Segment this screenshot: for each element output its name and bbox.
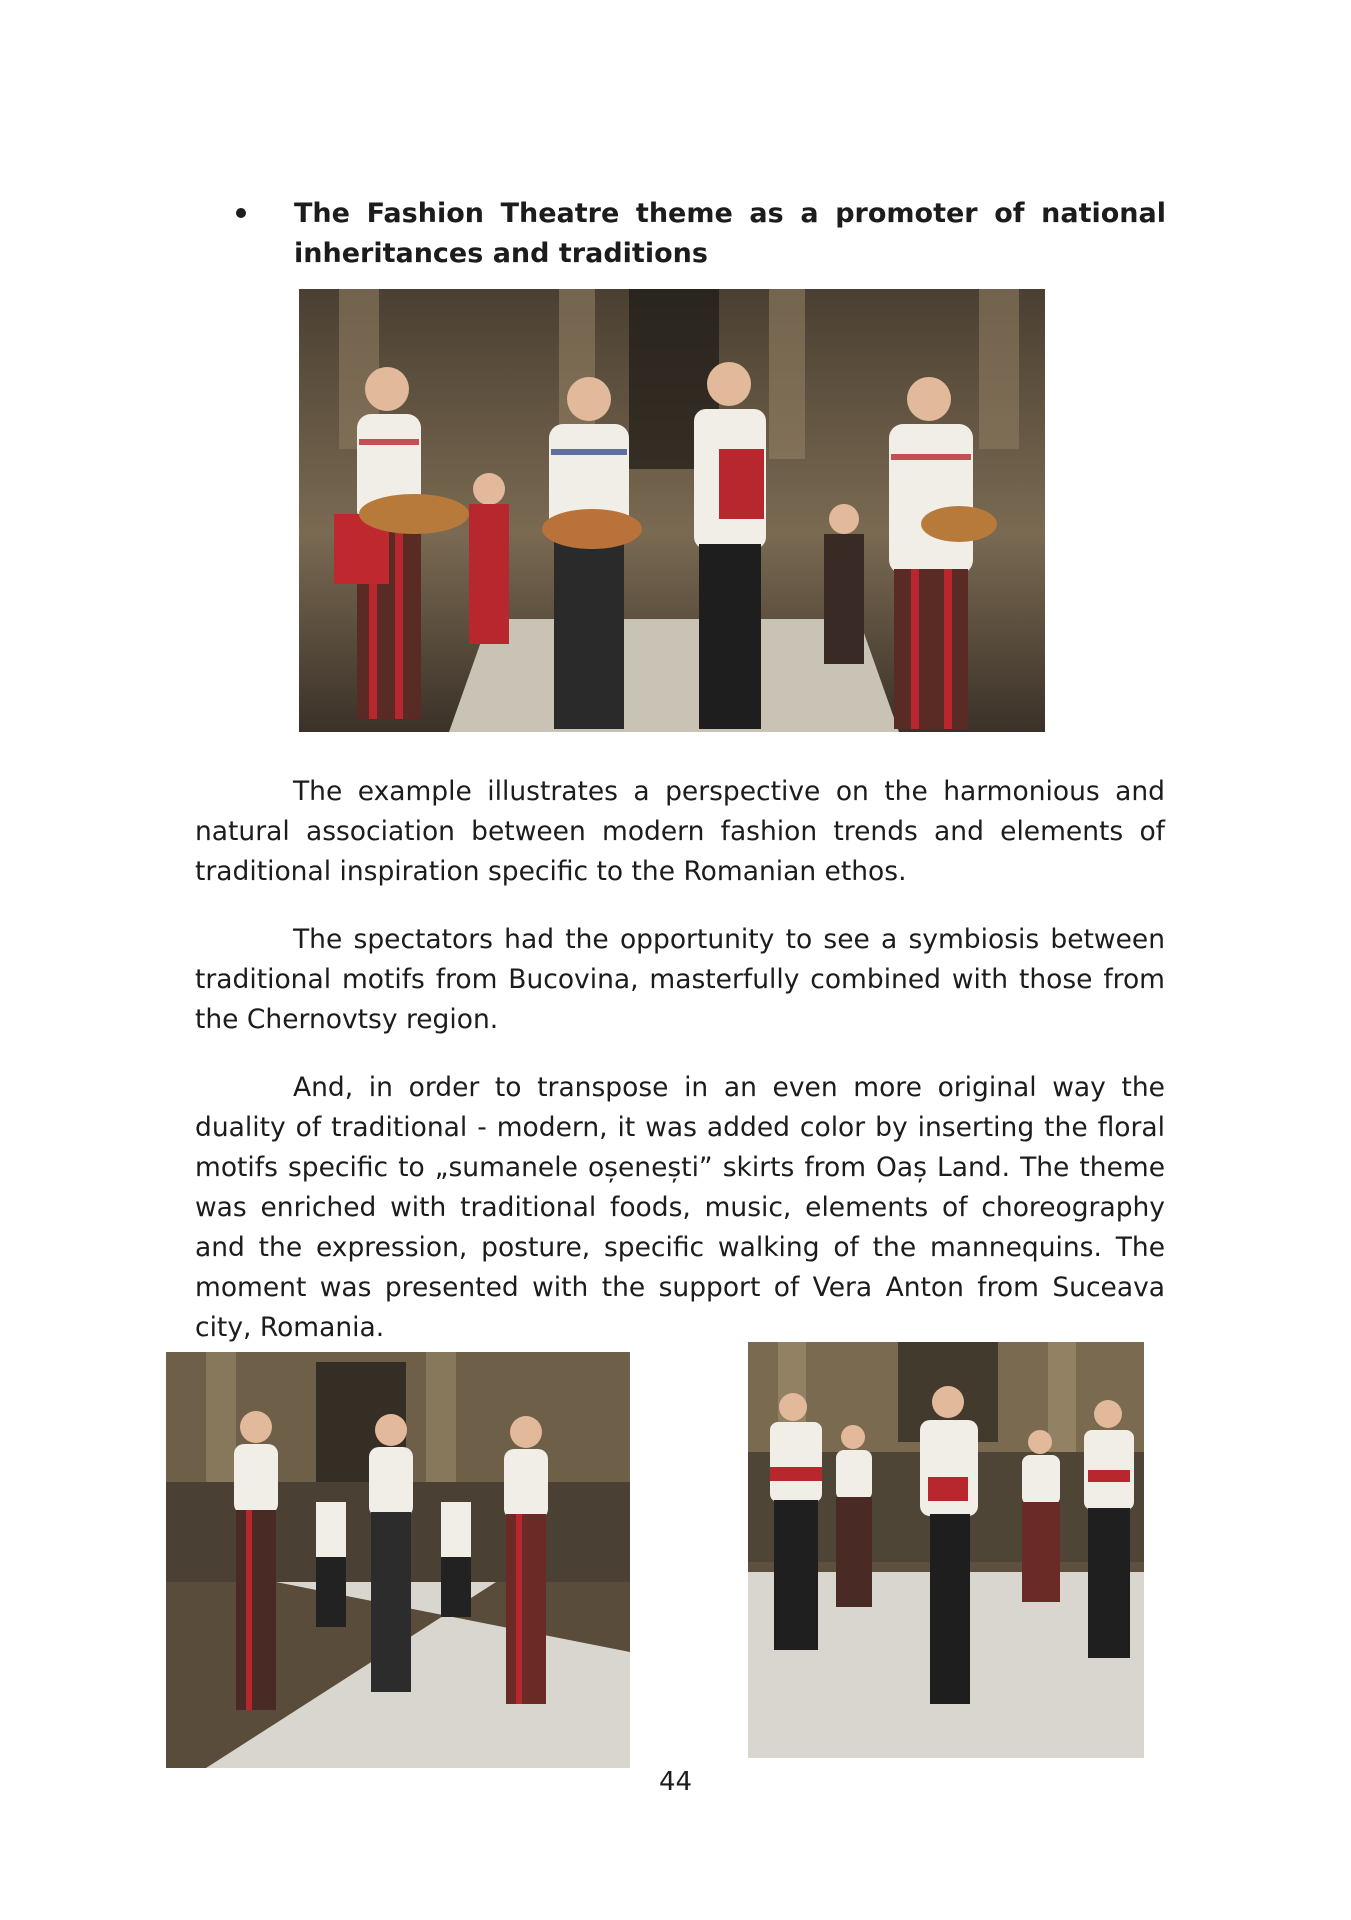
photo-models-with-bread [299,289,1045,732]
paragraph-2: The spectators had the opportunity to see a symbiosis between traditional motifs from Bucovina, masterfully combined with those from the Chernovtsy region. [195,924,1165,1035]
page-number: 44 [658,1767,693,1797]
section-heading: The Fashion Theatre theme as a promoter of national inheritances and traditions [294,198,1166,269]
photo-runway-three-women [166,1352,630,1768]
bullet-icon [236,208,246,218]
paragraph-3: And, in order to transpose in an even more original way the duality of traditional - modern, it was added color by inserting the floral motifs specific to „sumanele oșenești” skirts from Oaș Land. The theme was enriched with traditional foods, music, elements of choreography and the expression, posture, specific walking of the mannequins. The moment was presented with the support of Vera Anton from Suceava city, Romania. [195,1072,1165,1343]
paragraph-1: The example illustrates a perspective on the harmonious and natural association between modern fashion trends and elements of traditional inspiration specific to the Romanian ethos. [195,776,1165,887]
photo-runway-group [748,1342,1144,1758]
